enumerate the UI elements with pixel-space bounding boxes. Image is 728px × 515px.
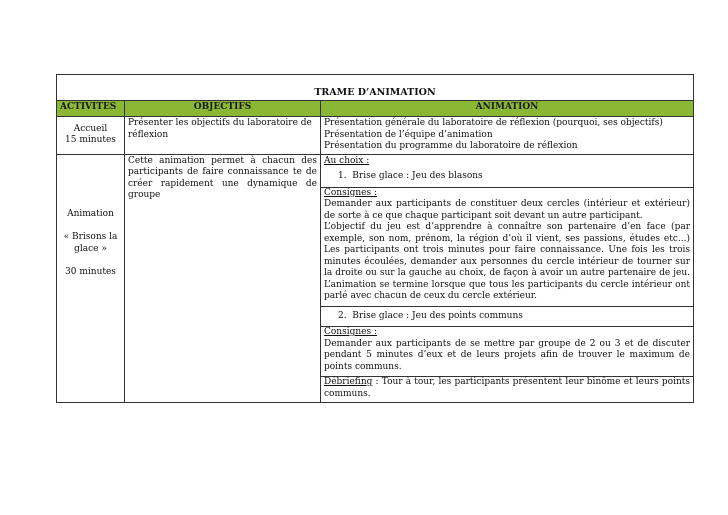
activity-name: Animation <box>67 208 114 219</box>
activity-duration: 30 minutes <box>65 267 116 278</box>
debriefing-text <box>324 377 690 400</box>
table-row-accueil <box>57 117 694 155</box>
table-title-row <box>57 75 694 101</box>
animation-line: Présentation générale du laboratoire de réflexion (pourquoi, ses objectifs) <box>324 118 663 128</box>
au-choix-label: Au choix : <box>324 155 370 166</box>
objectif-cell-animation: Cette animation permet à chacun des participants de faire connaissance te de créer rapidement une dynamique de groupe <box>125 154 321 403</box>
consignes-text: Demander aux participants de se mettre par groupe de 2 ou 3 et de discuter pendant 5 minutes d’eux et de leurs projets afin de trouver le maximum de points communs. <box>324 338 690 372</box>
animation-line: Présentation du programme du laboratoire de réflexion <box>324 141 578 151</box>
objectif-cell-accueil: Présenter les objectifs du laboratoire de réflexion <box>125 117 321 155</box>
section-divider <box>321 326 693 373</box>
activity-cell-animation <box>57 154 125 403</box>
animation-line: Présentation de l’équipe d’animation <box>324 129 493 140</box>
section-divider <box>321 376 693 400</box>
list-item-points-communs: 2. Brise glace : Jeu des points communs <box>338 310 523 321</box>
animation-cell-accueil <box>321 117 694 155</box>
section-divider <box>321 306 693 323</box>
table-title: TRAME D’ANIMATION <box>57 75 694 101</box>
animation-table <box>56 74 694 403</box>
section-divider <box>321 187 693 303</box>
activity-cell-accueil <box>57 117 125 155</box>
debriefing-label: Débriefing <box>324 377 373 387</box>
activity-duration: 15 minutes <box>65 135 116 146</box>
header-objectifs: OBJECTIFS <box>125 101 321 117</box>
activity-name: Accueil <box>73 123 108 134</box>
activity-subtitle: « Brisons la glace » <box>63 232 118 254</box>
header-activites: ACTIVITES <box>57 101 125 117</box>
consignes-label: Consignes : <box>324 187 377 198</box>
objectif-text: L’objectif du jeu est d’apprendre à connaître son partenaire d’en face (par exemple, son nom, prénom, la région d’où il vient, ses passions, études etc...) Les participants ont trois minutes pour faire connaissance. Une fois les trois minutes écoulées, demander aux personnes du cercle intérieur de tourner sur la droite ou sur la gauche au choix, de façon à avoir un autre partenaire de jeu. L’animation se termine lorsque que tous les participants du cercle intérieur ont parlé avec chacun de ceux du cercle extérieur. <box>324 222 690 301</box>
debriefing-body: : Tour à tour, les participants présentent leur binôme et leurs points communs. <box>324 377 690 399</box>
table-row-animation <box>57 154 694 403</box>
header-animation: ANIMATION <box>321 101 694 117</box>
consignes-text: Demander aux participants de constituer deux cercles (intérieur et extérieur) de sorte à ce que chaque participant soit devant un autre participant. <box>324 199 690 221</box>
animation-cell-animation <box>321 154 694 403</box>
list-item-blasons: 1. Brise glace : Jeu des blasons <box>338 171 483 181</box>
consignes-label: Consignes : <box>324 327 377 337</box>
header-row <box>57 101 694 117</box>
